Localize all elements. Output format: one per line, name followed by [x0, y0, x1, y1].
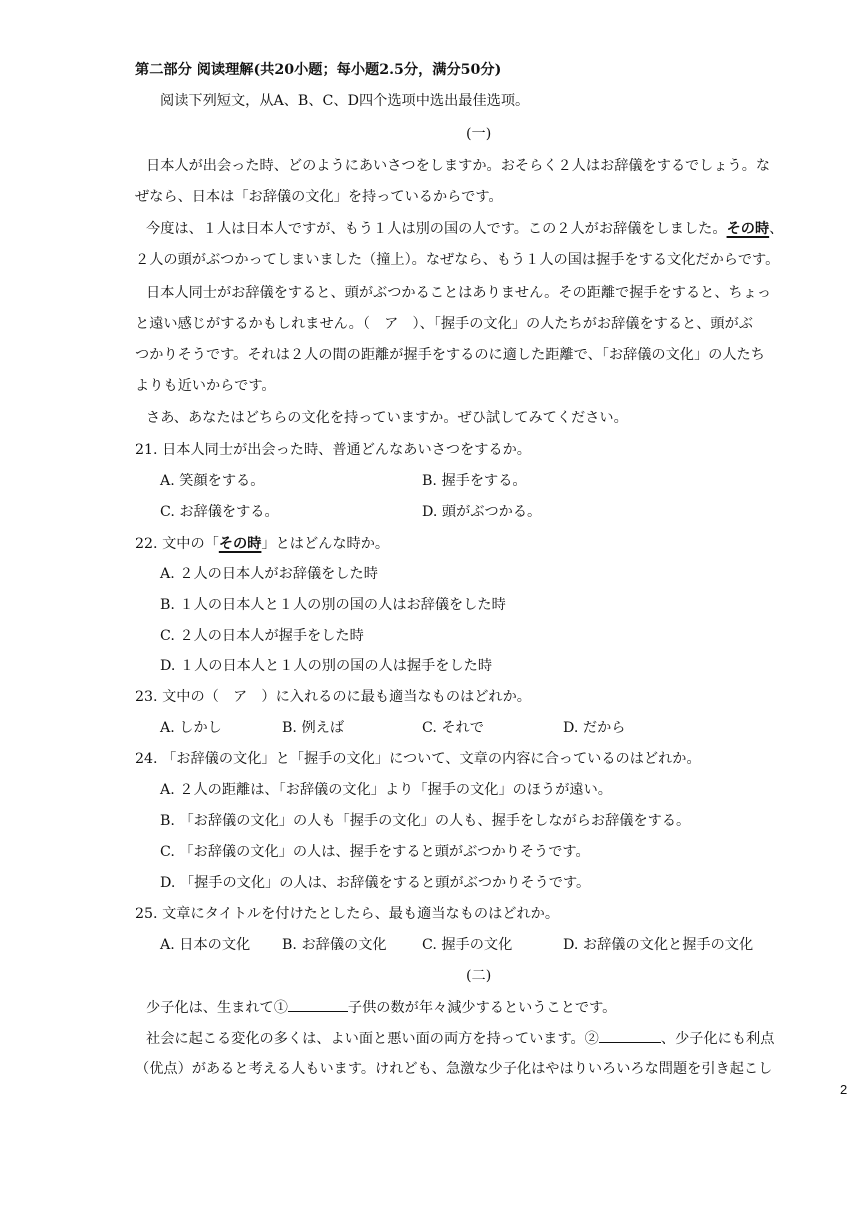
text: 、 — [769, 221, 784, 237]
text: 22. 文中の「 — [135, 536, 219, 552]
q22-option-d: D. １人の日本人と１人の別の国の人は握手をした時 — [160, 658, 493, 674]
passage1-line: ぜなら、日本は「お辞儀の文化」を持っているからです。 — [135, 189, 503, 205]
passage2-line: （优点）があると考える人もいます。けれども、急激な少子化はやはりいろいろな問題を引き起こし — [135, 1061, 773, 1077]
q21-option-a: A. 笑顔をする。 — [160, 473, 265, 489]
text: 今度は、１人は日本人ですが、もう１人は別の国の人です。この２人がお辞儀をしました。 — [146, 221, 727, 237]
answer-blank-2 — [599, 1028, 661, 1043]
q23-option-d: D. だから — [563, 720, 626, 736]
question-24-stem: 24. 「お辞儀の文化」と「握手の文化」について、文章の内容に合っているのはどれか。 — [135, 751, 701, 767]
q23-option-a: A. しかし — [160, 720, 222, 736]
passage1-line: よりも近いからです。 — [135, 378, 276, 394]
q21-option-b: B. 握手をする。 — [422, 473, 527, 489]
question-23-stem: 23. 文中の（ ア ）に入れるのに最も適当なものはどれか。 — [135, 689, 531, 705]
text: 、少子化にも利点 — [660, 1031, 775, 1047]
q25-option-b: B. お辞儀の文化 — [282, 937, 387, 953]
passage1-line: さあ、あなたはどちらの文化を持っていますか。ぜひ試してみてください。 — [146, 410, 628, 426]
passage1-line: つかりそうです。それは２人の間の距離が握手をするのに適した距離で、「お辞儀の文化」の人たち — [135, 347, 765, 363]
passage2-title: (二) — [466, 968, 492, 984]
passage2-line — [146, 997, 616, 1018]
q23-option-c: C. それで — [422, 720, 484, 736]
q24-option-c: C. 「お辞儀の文化」の人は、握手をすると頭がぶつかりそうです。 — [160, 844, 590, 860]
instruction: 阅读下列短文，从A、B、C、D四个选项中选出最佳选项。 — [160, 93, 530, 109]
q23-option-b: B. 例えば — [282, 720, 345, 736]
q24-option-a: A. ２人の距離は、「お辞儀の文化」より「握手の文化」のほうが遠い。 — [160, 782, 612, 798]
q24-option-b: B. 「お辞儀の文化」の人も「握手の文化」の人も、握手をしながらお辞儀をする。 — [160, 813, 691, 829]
question-22-stem — [135, 534, 389, 554]
q21-option-d: D. 頭がぶつかる。 — [422, 504, 542, 520]
q25-option-d: D. お辞儀の文化と握手の文化 — [563, 937, 754, 953]
passage1-line: ２人の頭がぶつかってしまいました（撞上）。なぜなら、もう１人の国は握手をする文化だからです。 — [135, 252, 780, 268]
question-21-stem: 21. 日本人同士が出会った時、普通どんなあいさつをするか。 — [135, 442, 531, 458]
q24-option-d: D. 「握手の文化」の人は、お辞儀をすると頭がぶつかりそうです。 — [160, 875, 591, 891]
q25-option-c: C. 握手の文化 — [422, 937, 513, 953]
passage1-line — [146, 219, 783, 239]
q22-option-b: B. １人の日本人と１人の別の国の人はお辞儀をした時 — [160, 597, 506, 613]
underlined-phrase: その時 — [218, 536, 262, 552]
passage1-line: と遠い感じがするかもしれません。（ ア ）、「握手の文化」の人たちがお辞儀をすると、頭がぶ — [135, 316, 753, 332]
question-25-stem: 25. 文章にタイトルを付けたとしたら、最も適当なものはどれか。 — [135, 906, 560, 922]
underlined-phrase: その時 — [726, 221, 770, 237]
passage2-line — [146, 1028, 774, 1049]
text: 」とはどんな時か。 — [261, 536, 390, 552]
q22-option-a: A. ２人の日本人がお辞儀をした時 — [160, 566, 378, 582]
q22-option-c: C. ２人の日本人が握手をした時 — [160, 628, 364, 644]
page-number: 2 — [840, 1082, 848, 1097]
text: 子供の数が年々減少するということです。 — [347, 1000, 617, 1016]
text: 少子化は、生まれて① — [146, 1000, 288, 1016]
passage1-line: 日本人が出会った時、どのようにあいさつをしますか。おそらく２人はお辞儀をするでしょう。な — [146, 158, 771, 174]
q21-option-c: C. お辞儀をする。 — [160, 504, 279, 520]
q25-option-a: A. 日本の文化 — [160, 937, 251, 953]
text: 社会に起こる変化の多くは、よい面と悪い面の両方を持っています。② — [146, 1031, 599, 1047]
passage1-line: 日本人同士がお辞儀をすると、頭がぶつかることはありません。その距離で握手をすると、ちょっ — [146, 285, 772, 301]
answer-blank-1 — [288, 997, 348, 1012]
section-header: 第二部分 阅读理解(共20小题；每小题2.5分，满分50分) — [135, 62, 502, 78]
passage1-title: (一) — [466, 126, 492, 142]
